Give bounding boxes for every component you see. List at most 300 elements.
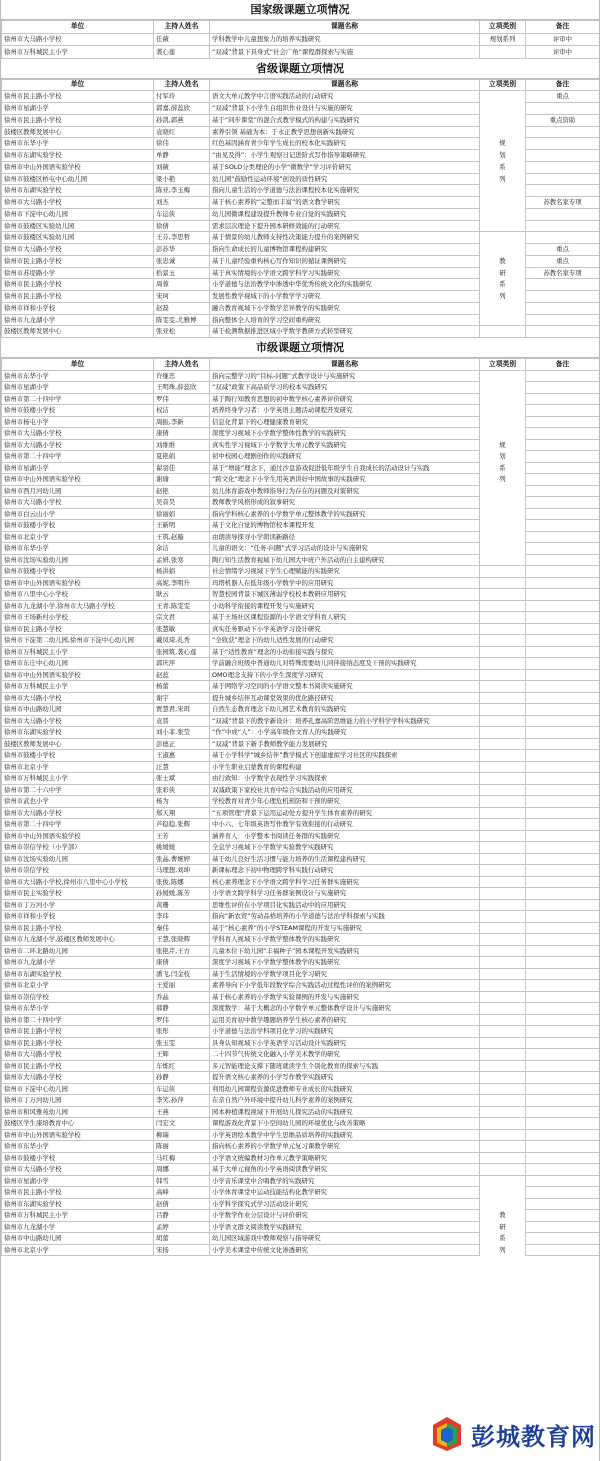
cell-note <box>526 543 600 555</box>
table-row <box>2 819 600 831</box>
table-row <box>2 738 600 750</box>
cell-project: 基于儿童经验重构核心写作知识的循证课例研究 <box>210 255 480 267</box>
cell-unit: 徐州市星湖小学 <box>2 382 154 394</box>
cell-category <box>480 773 526 785</box>
cell-category <box>480 326 526 338</box>
cell-note <box>526 566 600 578</box>
cell-project: 中小六、七年级英语写作教学有效衔接的行动研究 <box>210 819 480 831</box>
cell-category <box>480 1141 526 1153</box>
cell-project: “五项管理”背景下运用运动处方提升学生体育素养的研究 <box>210 807 480 819</box>
cell-project: 基于真实情境的小学语文跨学科学习实践研究 <box>210 267 480 279</box>
table-row <box>2 1175 600 1187</box>
cell-unit: 徐州市万科城民主小学 <box>2 1210 154 1222</box>
table-row <box>2 1221 600 1233</box>
cell-project: 学校教育对青少年心理危机预防和干预的研究 <box>210 796 480 808</box>
cell-unit: 徐州市大马路小学校 <box>2 497 154 509</box>
cell-host: 车运侠 <box>154 208 210 220</box>
cell-unit: 徐州市九龙湖小学,徐州市大马路小学校 <box>2 600 154 612</box>
cell-project: 基于核心素养的“完整而丰富”的语文教学研究 <box>210 197 480 209</box>
cell-note <box>526 314 600 326</box>
cell-note <box>526 416 600 428</box>
table-row <box>2 761 600 773</box>
cell-category <box>480 669 526 681</box>
cell-host: 郝静 <box>154 1003 210 1015</box>
cell-note <box>526 1175 600 1187</box>
header-unit: 单位 <box>2 359 154 371</box>
cell-unit: 徐州市祥和小学校 <box>2 911 154 923</box>
cell-unit: 徐州市东华小学 <box>2 370 154 382</box>
cell-note <box>526 865 600 877</box>
table-row <box>2 393 600 405</box>
cell-category <box>480 876 526 888</box>
cell-unit: 徐州市中山路幼儿园 <box>2 704 154 716</box>
cell-project: 基于“核心素养”的小学STEAM课程的开发与实施研究 <box>210 922 480 934</box>
table-row <box>2 326 600 338</box>
table-row <box>2 623 600 635</box>
cell-project: 由行致知：小学数学表现性学习实践探索 <box>210 773 480 785</box>
cell-category <box>480 635 526 647</box>
table-header-row <box>2 359 600 371</box>
cell-project: 社会情绪学习视域下学生心理赋能的实践研究 <box>210 566 480 578</box>
cell-project: 基于情景的幼儿教师支持性决策能力提升的案例研究 <box>210 232 480 244</box>
category-char: 列 <box>480 474 526 486</box>
cell-unit: 徐州市大马路小学校 <box>2 1072 154 1084</box>
cell-host: 刘杰 <box>154 197 210 209</box>
cell-unit: 徐州市中山外国语实验学校 <box>2 474 154 486</box>
cell-unit: 徐州市民主路小学校 <box>2 1026 154 1038</box>
cell-host: 徐倩 <box>154 220 210 232</box>
cell-host: 赵磊 <box>154 302 210 314</box>
cell-host: 张忠诚 <box>154 255 210 267</box>
table-row <box>2 508 600 520</box>
cell-host: 胡蕾 <box>154 1233 210 1245</box>
cell-project: 指向学科核心素养的小学数学单元整体教学的实践研究 <box>210 508 480 520</box>
cell-project: 课程游戏化背景下小空间幼儿园的环境优化与改善策略 <box>210 1118 480 1130</box>
cell-unit: 徐州市北京小学 <box>2 761 154 773</box>
cell-unit: 徐州市大马路小学校 <box>2 692 154 704</box>
cell-unit: 鼓楼区学生康培教育中心 <box>2 1118 154 1130</box>
cell-unit: 徐州市万科城民主小学 <box>2 773 154 785</box>
cell-note <box>526 382 600 394</box>
cell-category <box>480 807 526 819</box>
cell-note: 重点 <box>526 244 600 256</box>
cell-host: 张晶,曹婉婷 <box>154 853 210 865</box>
table-row <box>2 531 600 543</box>
cell-project: 真实任务驱动下小学英语学习设计研究 <box>210 623 480 635</box>
cell-host: 宋珂 <box>154 291 210 303</box>
cell-project: 基于幼儿良好生活习惯与能力培养的生活课程建构研究 <box>210 853 480 865</box>
table-row <box>2 715 600 727</box>
cell-host: 陈亚,李玉梅 <box>154 185 210 197</box>
cell-project: 需求层次理论下提升园本研修效能的行动研究 <box>210 220 480 232</box>
cell-category <box>480 1118 526 1130</box>
cell-note <box>526 302 600 314</box>
table-row <box>2 451 600 463</box>
table-row <box>2 1233 600 1245</box>
table-row <box>2 1164 600 1176</box>
cell-unit: 徐州市中山外国语实验学校 <box>2 830 154 842</box>
cell-note <box>526 1129 600 1141</box>
cell-unit: 徐州市西月河幼儿园 <box>2 485 154 497</box>
table-row <box>2 1129 600 1141</box>
cell-unit: 徐州市民主路小学校 <box>2 291 154 303</box>
cell-host: 柳瑞 <box>154 1129 210 1141</box>
cell-host: 吴音昊 <box>154 497 210 509</box>
cell-note <box>526 208 600 220</box>
table-row <box>2 773 600 785</box>
cell-category <box>480 1014 526 1026</box>
cell-unit: 徐州市第二十四中学 <box>2 819 154 831</box>
category-char <box>480 405 526 417</box>
table-row <box>2 669 600 681</box>
cell-project: 融合教育视域下小学数学差异教学的实践研究 <box>210 302 480 314</box>
category-char <box>480 497 526 509</box>
cell-category <box>480 589 526 601</box>
table-row <box>2 1106 600 1118</box>
cell-unit: 徐州市北京小学 <box>2 1244 154 1256</box>
cell-project: 双减政策下家校社共育中综合实践活动的应用研究 <box>210 784 480 796</box>
cell-note <box>526 957 600 969</box>
table-row <box>2 1014 600 1026</box>
cell-unit: 徐州市祥和小学校 <box>2 302 154 314</box>
cell-project: 核心素养理念下小学语文跨学科学习任务群实施研究 <box>210 876 480 888</box>
table-row <box>2 554 600 566</box>
cell-host: 王筑,赵璇 <box>154 531 210 543</box>
category-char: 系 <box>480 279 526 291</box>
cell-host: 周蓉 <box>154 279 210 291</box>
category-char: 研 <box>480 1221 526 1233</box>
table-row <box>2 646 600 658</box>
cell-project: “跨文化”理念下小学生用英语讲好中国故事的实践研究 <box>210 474 480 486</box>
cell-category <box>480 623 526 635</box>
cell-note <box>526 727 600 739</box>
cell-unit: 徐州市大马路小学校 <box>2 1049 154 1061</box>
table-row <box>2 888 600 900</box>
table-row <box>2 291 600 303</box>
cell-project: 幼儿体育游戏中教师指导行为存在的问题及对策研究 <box>210 485 480 497</box>
category-char <box>480 520 526 532</box>
cell-note <box>526 497 600 509</box>
cell-project: 学科育人视域下小学数学整体教学的实践研究 <box>210 934 480 946</box>
table-row <box>2 1118 600 1130</box>
section-title: 省级课题立项情况 <box>1 59 599 79</box>
cell-unit: 徐州市九龙湖小学 <box>2 957 154 969</box>
cell-unit: 徐州市民主路小学校 <box>2 114 154 126</box>
cell-unit: 徐州市九龙湖小学 <box>2 314 154 326</box>
cell-project: 小学美术课堂中传统文化渗透研究 <box>210 1244 480 1256</box>
cell-note <box>526 451 600 463</box>
category-char <box>480 554 526 566</box>
cell-unit: 徐州市民主路小学校 <box>2 1060 154 1072</box>
cell-note <box>526 681 600 693</box>
cell-host: 孙媛媛,陈芳 <box>154 888 210 900</box>
cell-host: 郭庆萍 <box>154 658 210 670</box>
book-logo-icon <box>429 1415 465 1453</box>
cell-host: 陈雯雯,尤雅博 <box>154 314 210 326</box>
cell-unit: 徐州市下淀第二幼儿园,徐州市下淀中心幼儿园 <box>2 635 154 647</box>
cell-note: 重点 <box>526 255 600 267</box>
cell-project: 小学语文跨学科学习任务群案例设计与实施研究 <box>210 888 480 900</box>
cell-project: “双减”背景下小学生自组织作业设计与实施的研究 <box>210 103 480 115</box>
category-char <box>480 508 526 520</box>
cell-project: 思维性评价在小学项目化实践活动中的应用研究 <box>210 899 480 911</box>
cell-host: 陈丽 <box>154 1141 210 1153</box>
cell-note <box>526 842 600 854</box>
cell-project: 小学数学作业分层设计与评价研究 <box>210 1210 480 1222</box>
category-char: 教 <box>480 255 526 267</box>
cell-note <box>526 1014 600 1026</box>
table-row <box>2 416 600 428</box>
cell-project: 提升语文核心素养的小学写作教学实践研究 <box>210 1072 480 1084</box>
cell-category <box>480 934 526 946</box>
cell-project: 儿童本位下幼儿园“丰福种子”园本课程开发实践研究 <box>210 945 480 957</box>
cell-project: 二十四节气传统文化融入小学美术教学的研究 <box>210 1049 480 1061</box>
cell-project: 新课标理念下初中物理跨学科实践行动研究 <box>210 865 480 877</box>
cell-project: 深度数学：基于大概念的小学数学单元整体教学设计与实施研究 <box>210 1003 480 1015</box>
header-host: 主持人姓名 <box>154 359 210 371</box>
cell-category <box>480 46 526 59</box>
cell-unit: 徐州市第二十四中学 <box>2 451 154 463</box>
table-row <box>2 577 600 589</box>
table-row <box>2 439 600 451</box>
cell-project: 真实性学习视域下小学数学大单元教学实践研究 <box>210 439 480 451</box>
cell-unit: 徐州市东华小学 <box>2 543 154 555</box>
cell-unit: 徐州市北京小学 <box>2 980 154 992</box>
cell-host: 刘薇 <box>154 161 210 173</box>
cell-note <box>526 1026 600 1038</box>
header-note: 备注 <box>526 359 600 371</box>
cell-unit: 徐州市鼓楼区桥屯中心幼儿园 <box>2 173 154 185</box>
cell-unit: 徐州市鼓楼小学校 <box>2 405 154 417</box>
cell-category <box>480 853 526 865</box>
cell-category <box>480 577 526 589</box>
cell-project: 深度学习视域下小学数学整体教学的实践研究 <box>210 957 480 969</box>
cell-project: 基于陶行知教育思想的初中数学核心素养评价研究 <box>210 393 480 405</box>
category-char: 规 <box>480 439 526 451</box>
cell-host: 谢宇 <box>154 692 210 704</box>
category-char <box>480 1187 526 1199</box>
table-row <box>2 1049 600 1061</box>
cell-unit: 徐州市鼓楼小学校 <box>2 750 154 762</box>
table-row <box>2 1095 600 1107</box>
cell-host: 王芬,李思哲 <box>154 232 210 244</box>
cell-note <box>526 1233 600 1245</box>
cell-note <box>526 589 600 601</box>
cell-unit: 徐州市万科城民主小学 <box>2 681 154 693</box>
category-char <box>480 220 526 232</box>
cell-category <box>480 796 526 808</box>
cell-host: 康倩 <box>154 428 210 440</box>
cell-unit: 徐州市中山外国语实验学校 <box>2 161 154 173</box>
cell-category <box>480 738 526 750</box>
cell-note <box>526 1118 600 1130</box>
category-char: 列 <box>480 173 526 185</box>
cell-project: 素养引领 基础为本：于永正教学思想创新实践研究 <box>210 126 480 138</box>
cell-host: 马理想,刘坤 <box>154 865 210 877</box>
cell-category <box>480 911 526 923</box>
cell-project: 涵养育人：小学整本书阅读任务群的实践研究 <box>210 830 480 842</box>
header-note: 备注 <box>526 79 600 91</box>
cell-project: 幼儿园“鼓励性运动环境”创设的质性研究 <box>210 173 480 185</box>
cell-note <box>526 279 600 291</box>
cell-project: 小学科学探究式学习活动设计研究 <box>210 1198 480 1210</box>
cell-category <box>480 727 526 739</box>
cell-note <box>526 577 600 589</box>
table-row <box>2 807 600 819</box>
cell-unit: 徐州市星湖小学 <box>2 1175 154 1187</box>
cell-host: 汪慧 <box>154 761 210 773</box>
cell-project: 学前融合班级中普通幼儿对特殊需要幼儿同伴接纳态度及干预的实践研究 <box>210 658 480 670</box>
cell-unit: 徐州市大马路小学校,徐州市八里中心小学校 <box>2 876 154 888</box>
cell-note <box>526 830 600 842</box>
cell-host: 贾慧君,宋珥 <box>154 704 210 716</box>
cell-unit: 徐州市大马路小学校 <box>2 33 154 46</box>
cell-unit: 徐州市东华小学 <box>2 1003 154 1015</box>
table-row <box>2 727 600 739</box>
cell-unit: 徐州市大马路小学校 <box>2 807 154 819</box>
table-row <box>2 865 600 877</box>
table-row <box>2 980 600 992</box>
cell-host: 张艳芹,王方 <box>154 945 210 957</box>
cell-host: 周娜 <box>154 1164 210 1176</box>
watermark-text: 彭城教育网 <box>471 1422 596 1451</box>
cell-host: 罗伟 <box>154 393 210 405</box>
cell-note <box>526 738 600 750</box>
cell-host: 权洁 <box>154 405 210 417</box>
category-char <box>480 416 526 428</box>
cell-project: 玛塔机器人在低年级小学数学中的应用研究 <box>210 577 480 589</box>
cell-project: 信息化背景下的心理健康教育研究 <box>210 416 480 428</box>
cell-unit: 徐州市九龙湖小学,鼓楼区教师发展中心 <box>2 934 154 946</box>
cell-unit: 徐州市民主实验学校 <box>2 888 154 900</box>
cell-unit: 徐州市八里中心小学校 <box>2 589 154 601</box>
cell-host: 张园筑,袭心莲 <box>154 646 210 658</box>
table-row <box>2 197 600 209</box>
cell-host: 王青,陈雯雯 <box>154 600 210 612</box>
cell-category <box>480 658 526 670</box>
cell-host: 张玉雯 <box>154 1037 210 1049</box>
table-row <box>2 1141 600 1153</box>
cell-note: 苏教名家专项 <box>526 197 600 209</box>
cell-host: 闫宏文 <box>154 1118 210 1130</box>
cell-note <box>526 773 600 785</box>
cell-unit: 徐州市崇信学校 <box>2 991 154 1003</box>
cell-unit: 徐州市民主路小学校 <box>2 255 154 267</box>
cell-note <box>526 612 600 624</box>
cell-host: 赵倩 <box>154 1198 210 1210</box>
cell-project: 指向“新农贸”劳动品格培养的小学道德与法治学科探索与实践 <box>210 911 480 923</box>
cell-project: 陶行知生活教育视域下幼儿园大中班户外活动的自主建构研究 <box>210 554 480 566</box>
cell-host: 孟妍,张寒 <box>154 554 210 566</box>
cell-note <box>526 232 600 244</box>
cell-note <box>526 1106 600 1118</box>
category-char <box>480 485 526 497</box>
cell-category <box>480 865 526 877</box>
cell-unit: 徐州市下淀中心幼儿园 <box>2 208 154 220</box>
cell-note <box>526 508 600 520</box>
cell-project: 幼儿园微课程建设提升教师专业自觉的实践研究 <box>210 208 480 220</box>
table-row <box>2 474 600 486</box>
cell-category <box>480 750 526 762</box>
table-row <box>2 1037 600 1049</box>
cell-project: “由见及得”：小学生观察日记进阶式写作指导策略研究 <box>210 150 480 162</box>
table-row <box>2 945 600 957</box>
cell-host: 芦稳稳,张辉 <box>154 819 210 831</box>
cell-host: 车炼红 <box>154 1060 210 1072</box>
cell-host: 杨洪娟 <box>154 566 210 578</box>
table-row <box>2 1152 600 1164</box>
cell-note <box>526 876 600 888</box>
cell-category <box>480 704 526 716</box>
table-row <box>2 150 600 162</box>
category-char <box>480 114 526 126</box>
cell-host: 赵艳 <box>154 485 210 497</box>
table-row <box>2 279 600 291</box>
cell-project: 小学道德与法治教学中渗透中华优秀传统文化的实践研究 <box>210 279 480 291</box>
cell-category <box>480 830 526 842</box>
table-row <box>2 208 600 220</box>
cell-unit: 徐州市大马路小学校 <box>2 197 154 209</box>
cell-project: 具身认知视域下小学英语学习活动设计实践研究 <box>210 1037 480 1049</box>
cell-host: 徐伟 <box>154 138 210 150</box>
cell-note <box>526 1095 600 1107</box>
cell-note <box>526 934 600 946</box>
cell-project: 学科教学中儿童想象力的培养实践研究 <box>210 33 480 46</box>
cell-project: 小学语文群文阅读教学实践研究 <box>210 1221 480 1233</box>
cell-category <box>480 945 526 957</box>
table-row <box>2 600 600 612</box>
table-row <box>2 876 600 888</box>
cell-unit: 徐州市民主路小学校 <box>2 1037 154 1049</box>
cell-host: 郑天翔 <box>154 807 210 819</box>
cell-project: 基于小学科学“城乡结伴”教学模式下创建虚拟学习社区的实践探索 <box>210 750 480 762</box>
cell-note <box>526 646 600 658</box>
cell-category <box>480 1095 526 1107</box>
cell-category <box>480 1083 526 1095</box>
cell-note <box>526 623 600 635</box>
watermark <box>406 1411 596 1457</box>
category-char <box>480 103 526 115</box>
header-unit: 单位 <box>2 79 154 91</box>
cell-category <box>480 761 526 773</box>
table-row <box>2 232 600 244</box>
cell-host: 车运侠 <box>154 1083 210 1095</box>
cell-host: 张慧敏 <box>154 623 210 635</box>
table-row <box>2 382 600 394</box>
cell-host: 王新明 <box>154 520 210 532</box>
table-row <box>2 911 600 923</box>
table-row <box>2 462 600 474</box>
cell-category <box>480 715 526 727</box>
cell-unit: 徐州市崇信学校（小学部） <box>2 842 154 854</box>
cell-host: 戴凤琦,孔秀 <box>154 635 210 647</box>
cell-category <box>480 1060 526 1072</box>
table-row <box>2 485 600 497</box>
category-char <box>480 91 526 103</box>
cell-host: 宗文君 <box>154 612 210 624</box>
cell-unit: 徐州市民主路小学校 <box>2 91 154 103</box>
cell-project: 智慧校园背景下城区薄弱学校校本教研应用研究 <box>210 589 480 601</box>
cell-note <box>526 138 600 150</box>
cell-category <box>480 1106 526 1118</box>
cell-note <box>526 439 600 451</box>
cell-note <box>526 428 600 440</box>
cell-unit: 徐州市东湖实验学校 <box>2 150 154 162</box>
category-char: 研 <box>480 267 526 279</box>
cell-host: 康倩 <box>154 957 210 969</box>
cell-project: 园本种植课程视域下开展幼儿探究活动的实践研究 <box>210 1106 480 1118</box>
cell-category <box>480 1049 526 1061</box>
